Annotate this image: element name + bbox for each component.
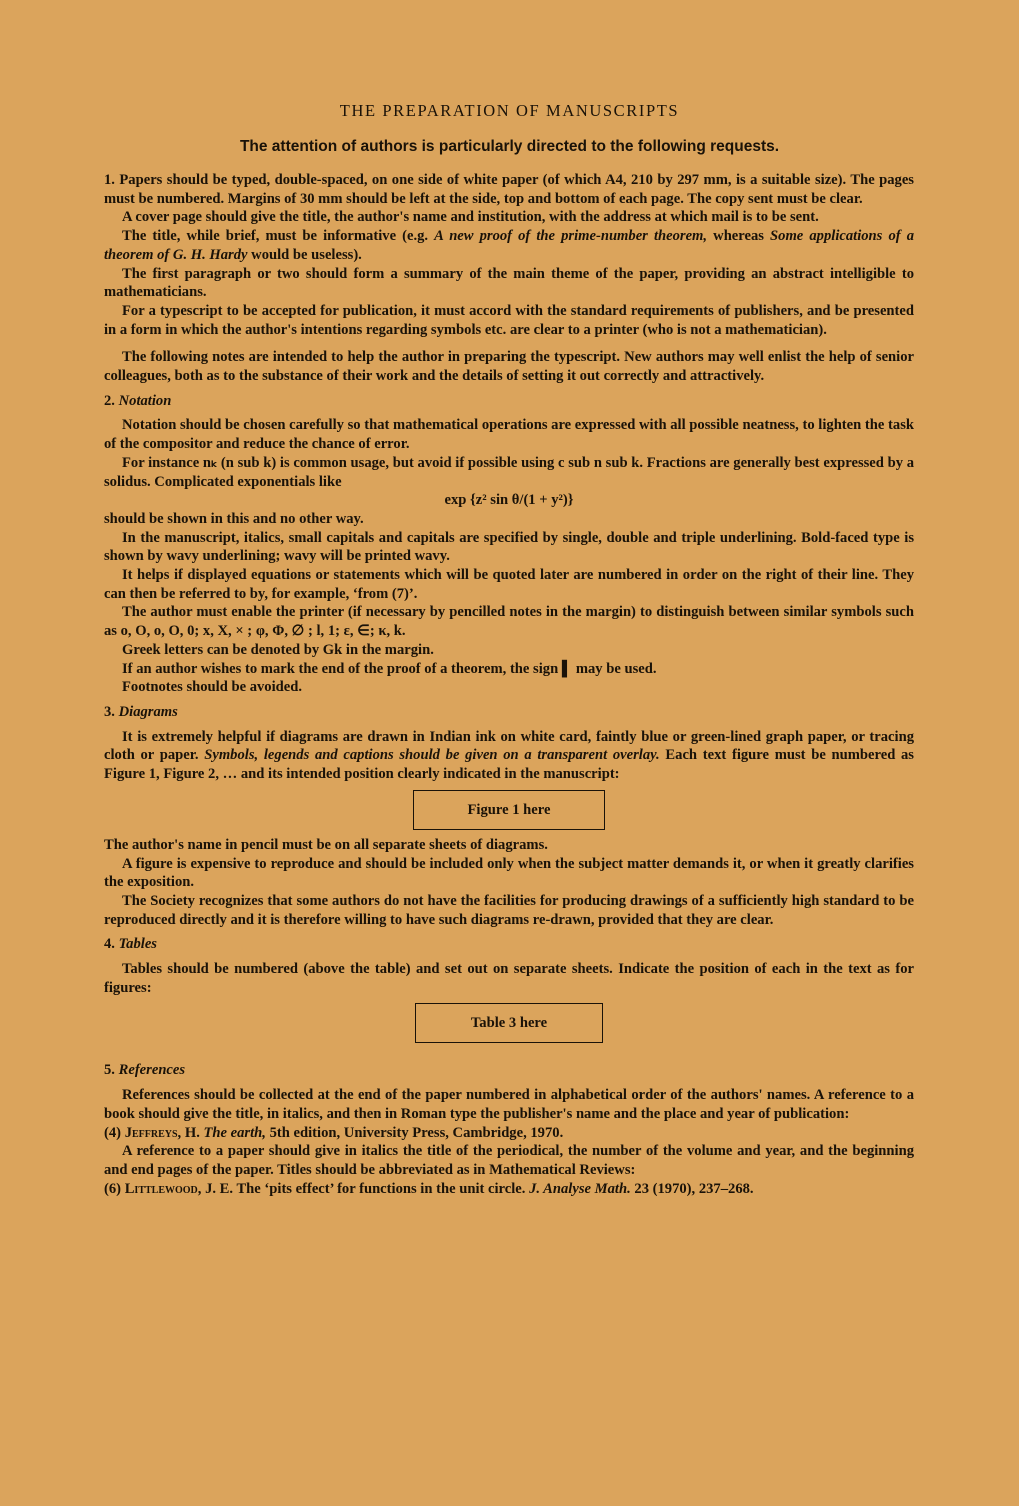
table-placeholder-box: Table 3 here xyxy=(415,1003,603,1043)
paragraph-2-4: In the manuscript, italics, small capitals and capitals are specified by single, double and triple underlining. Bold-faced type is shown by wavy underlining; wavy will be printed wavy. xyxy=(104,529,914,565)
paragraph-2-8: If an author wishes to mark the end of the proof of a theorem, the sign ▌ may be used. xyxy=(122,660,657,677)
paragraph-4-1: Tables should be numbered (above the table) and set out on separate sheets. Indicate the position of each in the text as for figures: xyxy=(104,961,914,996)
paragraph-1-3: The title, while brief, must be informative (e.g. A new proof of the prime-number theorem, whereas Some applications of a theorem of G. H. Hardy would be useless). xyxy=(104,228,914,263)
paragraph-2-3: should be shown in this and no other way. xyxy=(104,510,364,527)
paragraph-2-9: Footnotes should be avoided. xyxy=(122,679,303,696)
paragraph-2-5: It helps if displayed equations or statements which will be quoted later are numbered in order on the right of their line. They can then be referred to by, for example, ‘from (7)’. xyxy=(104,567,914,602)
reference-6: (6) Littlewood, J. E. The ‘pits effect’ for functions in the unit circle. J. Analyse Math. 23 (1970), 237–268. xyxy=(104,1180,754,1197)
paragraph-3-1: It is extremely helpful if diagrams are drawn in Indian ink on white card, faintly blue or green-lined graph paper, or tracing cloth or paper. Symbols, legends and captions should be given on a transparent overlay. Each text figure must be numbered as Figure 1, Figure 2, … and its intended position clearly indicated in the manuscript: xyxy=(104,728,914,783)
paragraph-2-1: Notation should be chosen carefully so that mathematical operations are expressed with all possible neatness, to lighten the task of the compositor and reduce the chance of error. xyxy=(104,417,914,453)
paragraph-2-7: Greek letters can be denoted by Gk in the margin. xyxy=(122,641,434,658)
main-text xyxy=(104,171,914,1198)
page-subtitle: The attention of authors is particularly directed to the following requests. xyxy=(239,138,780,155)
reference-4: (4) Jeffreys, H. The earth, 5th edition, University Press, Cambridge, 1970. xyxy=(104,1124,564,1141)
paragraph-1-1: 1. Papers should be typed, double-spaced, on one side of white paper (of which A4, 210 by 297 mm, is a suitable size). The pages must be numbered. Margins of 30 mm should be left at the side, top and bottom of each page. The copy sent must be clear. xyxy=(104,172,914,207)
notes-intro: The following notes are intended to help the author in preparing the typescript. New authors may well enlist the help of senior colleagues, both as to the substance of their work and the details of setting it out correctly and attractively. xyxy=(104,349,914,385)
paragraph-1-2: A cover page should give the title, the author's name and institution, with the address at which mail is to be sent. xyxy=(122,209,819,226)
paragraph-2-6: The author must enable the printer (if necessary by pencilled notes in the margin) to distinguish between similar symbols such as o, O, o, O, 0; x, X, × ; φ, Φ, ∅ ; l, 1; ε, ∈; κ, k. xyxy=(104,604,914,640)
section-heading-diagrams: 3. Diagrams xyxy=(104,703,178,720)
paragraph-3-2: The author's name in pencil must be on all separate sheets of diagrams. xyxy=(104,836,548,853)
figure-placeholder-box: Figure 1 here xyxy=(413,790,605,830)
paragraph-1-4: The first paragraph or two should form a summary of the main theme of the paper, providing an abstract intelligible to mathematicians. xyxy=(104,265,914,301)
section-heading-notation: 2. Notation xyxy=(104,392,172,409)
paragraph-1-5: For a typescript to be accepted for publication, it must accord with the standard requirements of publishers, and be presented in a form in which the author's intentions regarding symbols etc. are clear to a printer (who is not a mathematician). xyxy=(104,302,914,338)
section-heading-tables: 4. Tables xyxy=(104,936,157,953)
page-title: THE PREPARATION OF MANUSCRIPTS xyxy=(339,101,680,120)
paragraph-3-3: A figure is expensive to reproduce and should be included only when the subject matter demands it, or when it greatly clarifies the exposition. xyxy=(104,855,914,891)
paragraph-2-2: For instance nₖ (n sub k) is common usage, but avoid if possible using c sub n sub k. Fractions are generally best expressed by a solidus. Complicated exponentials like xyxy=(104,454,914,490)
section-heading-references: 5. References xyxy=(104,1062,186,1079)
paragraph-3-4: The Society recognizes that some authors do not have the facilities for producing drawings of a sufficiently high standard to be reproduced directly and it is therefore willing to have such diagrams re-drawn, provided that they are clear. xyxy=(104,892,914,928)
formula: exp {z² sin θ/(1 + y²)} xyxy=(444,492,574,509)
paragraph-5-1: References should be collected at the end of the paper numbered in alphabetical order of the authors' names. A reference to a book should give the title, in italics, and then in Roman type the publisher's name and the place and year of publication: xyxy=(104,1087,914,1122)
paragraph-5-2: A reference to a paper should give in italics the title of the periodical, the number of the volume and year, and the beginning and end pages of the paper. Titles should be abbreviated as in Mathematical Reviews: xyxy=(104,1143,914,1178)
